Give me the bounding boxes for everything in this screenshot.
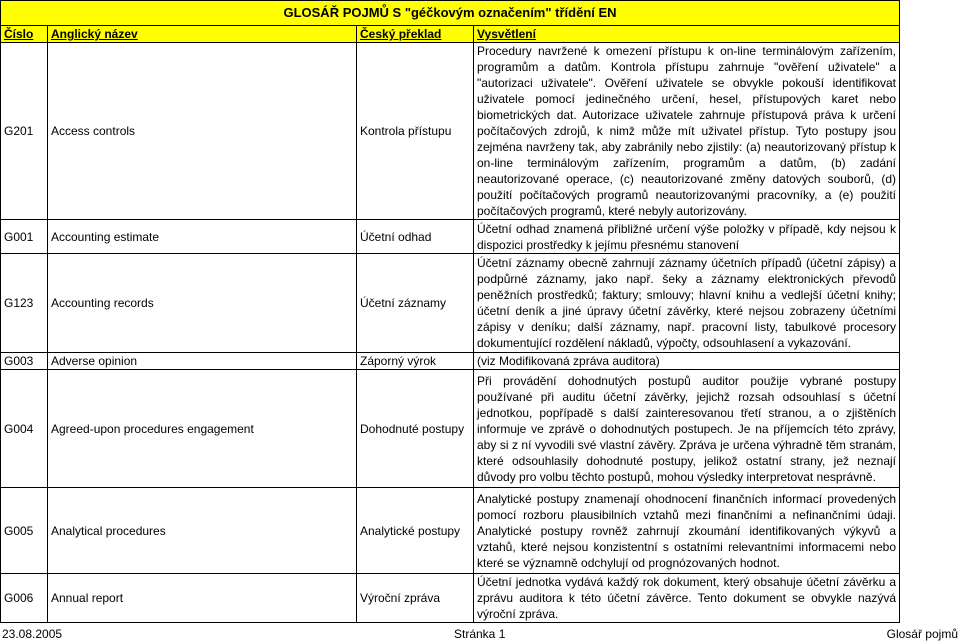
term-explanation: (viz Modifikovaná zpráva auditora) bbox=[474, 353, 900, 370]
term-explanation: Účetní jednotka vydává každý rok dokument, který obsahuje účetní závěrku a zprávu auditora k této účetní závěrce. Tento dokument se obvykle nazývá výroční zpráva. bbox=[474, 574, 900, 623]
table-row bbox=[1, 574, 900, 623]
header-anglicky-nazev: Anglický název bbox=[48, 26, 357, 43]
term-id: G201 bbox=[1, 43, 48, 220]
term-czech: Účetní záznamy bbox=[357, 254, 474, 353]
term-czech: Dohodnuté postupy bbox=[357, 370, 474, 488]
term-explanation: Účetní záznamy obecně zahrnují záznamy účetních případů (účetní zápisy) a podpůrné záznamy, jako např. šeky a záznamy elektronických převodů peněžních prostředků; faktury; smlouvy; hlavní knihu a vedlejší účetní knihy; účetní deník a jiné úpravy účetní závěrky, které nejsou zobrazeny účetními zápisy v deníku; další záznamy, např. pracovní listy, tabulkové procesory dokumentující rozdělení nákladů, výpočty, odsouhlasení a vykazování. bbox=[474, 254, 900, 353]
term-id: G005 bbox=[1, 488, 48, 574]
term-id: G001 bbox=[1, 220, 48, 254]
header-row bbox=[1, 26, 900, 43]
term-english: Adverse opinion bbox=[48, 353, 357, 370]
term-czech: Kontrola přístupu bbox=[357, 43, 474, 220]
table-row bbox=[1, 220, 900, 254]
term-id: G123 bbox=[1, 254, 48, 353]
term-explanation: Při provádění dohodnutých postupů auditor použije vybrané postupy používané při auditu účetní závěrky, jejichž rozsah odsouhlasí s účetní jednotkou, popřípadě s další zainteresovanou třetí stranou, a o zjištěních informuje ve zprávě o dohodnutých postupech. Je na příjemcích této zprávy, aby si z ní vyvodili své vlastní závěry. Zpráva je určena výhradně těm stranám, které odsouhlasily dohodnuté postupy, jelikož ostatní strany, jež neznají důvody pro volbu těchto postupů, mohou výsledky interpretovat nesprávně. bbox=[474, 370, 900, 488]
term-czech: Záporný výrok bbox=[357, 353, 474, 370]
table-row bbox=[1, 254, 900, 353]
term-id: G006 bbox=[1, 574, 48, 623]
term-explanation: Účetní odhad znamená přibližné určení výše položky v případě, kdy nejsou k dispozici prostředky k jejímu přesnému stanovení bbox=[474, 220, 900, 254]
table-row bbox=[1, 353, 900, 370]
term-czech: Výroční zpráva bbox=[357, 574, 474, 623]
term-explanation: Analytické postupy znamenají ohodnocení finančních informací provedených pomocí rozboru plausibilních vztahů mezi finančními a nefinančními údaji. Analytické postupy rovněž zahrnují zkoumání identifikovaných výkyvů a vztahů, které nejsou konzistentní s ostatními relevantními informacemi nebo které se významně odchylují od prognózovaných hodnot. bbox=[474, 488, 900, 574]
term-id: G004 bbox=[1, 370, 48, 488]
term-english: Accounting estimate bbox=[48, 220, 357, 254]
term-english: Analytical procedures bbox=[48, 488, 357, 574]
title-row bbox=[1, 1, 900, 26]
term-english: Annual report bbox=[48, 574, 357, 623]
footer-document-name: Glosář pojmů bbox=[886, 627, 958, 641]
term-english: Accounting records bbox=[48, 254, 357, 353]
table-row bbox=[1, 43, 900, 220]
term-english: Agreed-upon procedures engagement bbox=[48, 370, 357, 488]
term-id: G003 bbox=[1, 353, 48, 370]
table-row bbox=[1, 488, 900, 574]
term-explanation: Procedury navržené k omezení přístupu k on-line terminálovým zařízením, programům a datům. Kontrola přístupu zahrnuje "ověření uživatele" a "autorizaci uživatele". Ověření uživatele se obvykle pokouší identifikovat uživatele pomocí jedinečného určení, hesel, přístupových karet nebo biometrických dat. Autorizace uživatele zahrnuje přístupová práva k určení počítačových zdrojů, k nimž může mít uživatel přístup. Tyto postupy jsou zejména navrženy tak, aby zabránily nebo zjistily: (a) neautorizovaný přístup k on-line terminálovým zařízením, programům a datům, (b) zadání neautorizované operace, (c) neautorizované změny datových souborů, (d) použití počítačových programů neautorizovanými pracovníky, a (e) použití počítačových programů, které nebyly autorizovány. bbox=[474, 43, 900, 220]
table-row bbox=[1, 370, 900, 488]
header-cesky-preklad: Český překlad bbox=[357, 26, 474, 43]
term-czech: Účetní odhad bbox=[357, 220, 474, 254]
footer-date: 23.08.2005 bbox=[2, 627, 63, 641]
glossary-title: GLOSÁŘ POJMŮ S "géčkovým označením" třídění EN bbox=[1, 1, 900, 26]
footer-page-number: Stránka 1 bbox=[454, 627, 506, 641]
header-cislo: Číslo bbox=[1, 26, 48, 43]
header-vysvetleni: Vysvětlení bbox=[474, 26, 900, 43]
term-czech: Analytické postupy bbox=[357, 488, 474, 574]
term-english: Access controls bbox=[48, 43, 357, 220]
